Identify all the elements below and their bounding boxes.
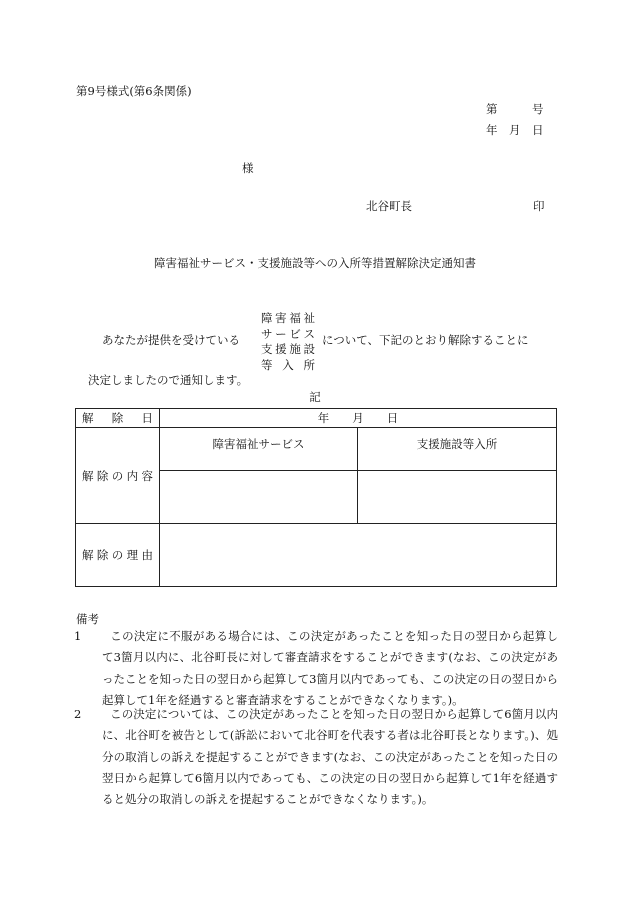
stack-line: 等入所	[261, 357, 315, 372]
body-tail-text: について、下記のとおり解除することに	[322, 333, 529, 347]
remark-item-2: 2 この決定については、この決定があったことを知った日の翌日から起算して6箇月以内に、北谷町を被告として(訴訟において北谷町を代表する者は北谷町長となります。)、処分の取消しの訴えを提起することができます(なお、この決定があったことを知った日の翌日から起算して6箇月以内であっても、この決定の日の翌日から起算して1年を経過すると処分の取消しの訴えを提起することができなくなります。)。	[74, 707, 558, 807]
facility-content-cell[interactable]	[358, 471, 557, 524]
cancellation-table	[75, 408, 557, 587]
seal-mark: 印	[533, 199, 545, 213]
cancellation-date-label: 解除日	[76, 409, 160, 428]
body-lead-text: あなたが提供を受けている	[102, 333, 240, 347]
recipient-honorific: 様	[242, 161, 254, 175]
table-row	[76, 428, 557, 471]
body-second-line: 決定しましたので通知します。	[88, 373, 249, 387]
service-type-stack	[261, 311, 315, 373]
table-row	[76, 524, 557, 587]
service-content-cell[interactable]	[160, 471, 358, 524]
stack-line: サービス	[261, 326, 315, 341]
document-date: 年 月 日	[486, 123, 544, 137]
table-row	[76, 409, 557, 428]
service-column-header: 障害福祉サービス	[160, 428, 358, 471]
facility-column-header: 支援施設等入所	[358, 428, 557, 471]
document-number: 第 号	[486, 102, 544, 116]
cancellation-content-label: 解除の内容	[76, 428, 160, 524]
remark-item-1: 1 この決定に不服がある場合には、この決定があったことを知った日の翌日から起算して3箇月以内に、北谷町長に対して審査請求をすることができます(なお、この決定があったことを知った日の翌日から起算して3箇月以内であっても、この決定の日の翌日から起算して1年を経過すると審査請求をすることができなくなります。)。	[74, 629, 558, 707]
ki-heading: 記	[309, 390, 321, 404]
stack-line: 支援施設	[261, 342, 315, 356]
cancellation-reason-label: 解除の理由	[76, 524, 160, 587]
issuer-title: 北谷町長	[366, 199, 412, 213]
stack-line: 障害福祉	[261, 311, 315, 325]
form-number: 第9号様式(第6条関係)	[76, 84, 192, 98]
cancellation-date-value: 年 月 日	[160, 409, 557, 428]
remarks-title: 備考	[76, 612, 99, 626]
cancellation-reason-cell[interactable]	[160, 524, 557, 587]
document-title: 障害福祉サービス・支援施設等への入所等措置解除決定通知書	[154, 256, 476, 270]
